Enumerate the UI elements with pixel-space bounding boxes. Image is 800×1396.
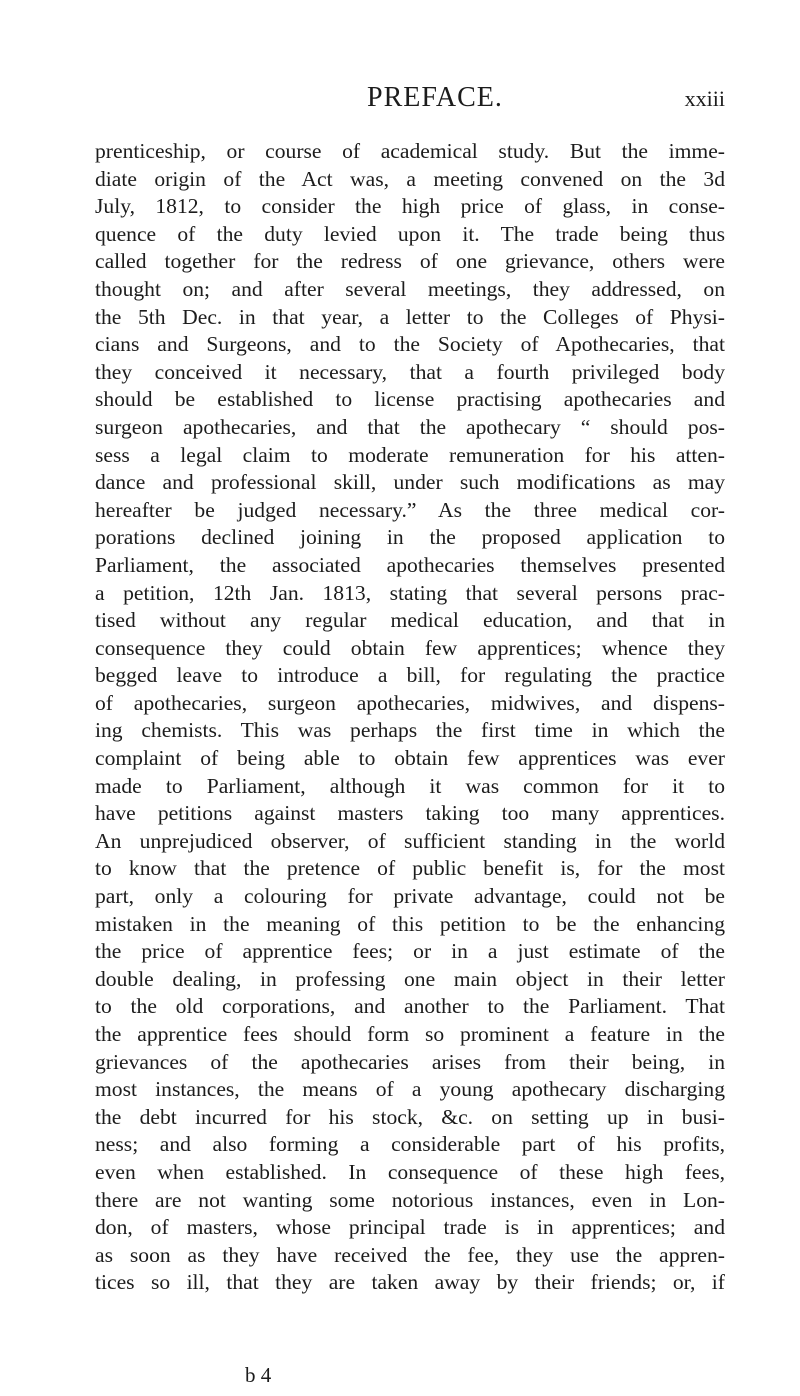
text-line: Parliament, the associated apothecaries themselves presented — [95, 552, 725, 577]
text-line: thought on; and after several meetings, they addressed, on — [95, 276, 725, 301]
text-line: as soon as they have received the fee, they use the appren- — [95, 1242, 725, 1267]
text-line: tices so ill, that they are taken away by their friends; or, if — [95, 1270, 725, 1295]
signature-mark: b 4 — [245, 1363, 272, 1387]
text-line: grievances of the apothecaries arises from their being, in — [95, 1049, 725, 1074]
text-line: should be established to license practising apothecaries and — [95, 387, 725, 412]
text-line: consequence they could obtain few apprentices; whence they — [95, 635, 725, 660]
text-line: called together for the redress of one grievance, others were — [95, 249, 725, 274]
running-title: PREFACE. — [367, 82, 503, 113]
running-head — [95, 82, 725, 122]
page-number: xxiii — [684, 86, 725, 111]
text-line: have petitions against masters taking too many apprentices. — [95, 801, 725, 826]
text-line: the debt incurred for his stock, &c. on setting up in busi- — [95, 1104, 725, 1129]
text-line: made to Parliament, although it was common for it to — [95, 773, 725, 798]
text-line: the price of apprentice fees; or in a just estimate of the — [95, 939, 725, 964]
text-line: ness; and also forming a considerable part of his profits, — [95, 1132, 725, 1157]
text-line: of apothecaries, surgeon apothecaries, midwives, and dispens- — [95, 690, 725, 715]
text-line: mistaken in the meaning of this petition to be the enhancing — [95, 911, 725, 936]
text-line: begged leave to introduce a bill, for regulating the practice — [95, 663, 725, 688]
text-line: there are not wanting some notorious instances, even in Lon- — [95, 1187, 725, 1212]
text-line: hereafter be judged necessary.” As the three medical cor- — [95, 497, 725, 522]
text-line: surgeon apothecaries, and that the apothecary “ should pos- — [95, 414, 725, 439]
text-line: they conceived it necessary, that a fourth privileged body — [95, 359, 725, 384]
text-line: even when established. In consequence of these high fees, — [95, 1159, 725, 1184]
text-line: sess a legal claim to moderate remuneration for his atten- — [95, 442, 725, 467]
text-line: part, only a colouring for private advantage, could not be — [95, 884, 725, 909]
text-line: diate origin of the Act was, a meeting convened on the 3d — [95, 166, 725, 191]
body-text — [95, 138, 725, 1297]
text-line: the apprentice fees should form so prominent a feature in the — [95, 1022, 725, 1046]
text-line: quence of the duty levied upon it. The trade being thus — [95, 221, 725, 246]
text-line: complaint of being able to obtain few apprentices was ever — [95, 746, 725, 771]
text-line: July, 1812, to consider the high price of glass, in conse- — [95, 194, 725, 219]
text-line: ing chemists. This was perhaps the first time in which the — [95, 718, 725, 743]
text-line: porations declined joining in the proposed application to — [95, 525, 725, 550]
text-line: to the old corporations, and another to the Parliament. That — [95, 994, 725, 1019]
text-line: cians and Surgeons, and to the Society of Apothecaries, that — [95, 332, 725, 357]
text-line: most instances, the means of a young apothecary discharging — [95, 1077, 725, 1102]
text-line: double dealing, in professing one main object in their letter — [95, 966, 725, 991]
text-line: An unprejudiced observer, of sufficient standing in the world — [95, 828, 725, 853]
text-line: dance and professional skill, under such modifications as may — [95, 470, 725, 495]
text-line: prenticeship, or course of academical study. But the imme- — [95, 139, 725, 163]
text-line: tised without any regular medical education, and that in — [95, 608, 725, 633]
text-line: to know that the pretence of public benefit is, for the most — [95, 856, 725, 881]
text-line: the 5th Dec. in that year, a letter to the Colleges of Physi- — [95, 304, 725, 329]
text-line: don, of masters, whose principal trade is in apprentices; and — [95, 1215, 725, 1240]
text-line: a petition, 12th Jan. 1813, stating that several persons prac- — [95, 580, 725, 605]
